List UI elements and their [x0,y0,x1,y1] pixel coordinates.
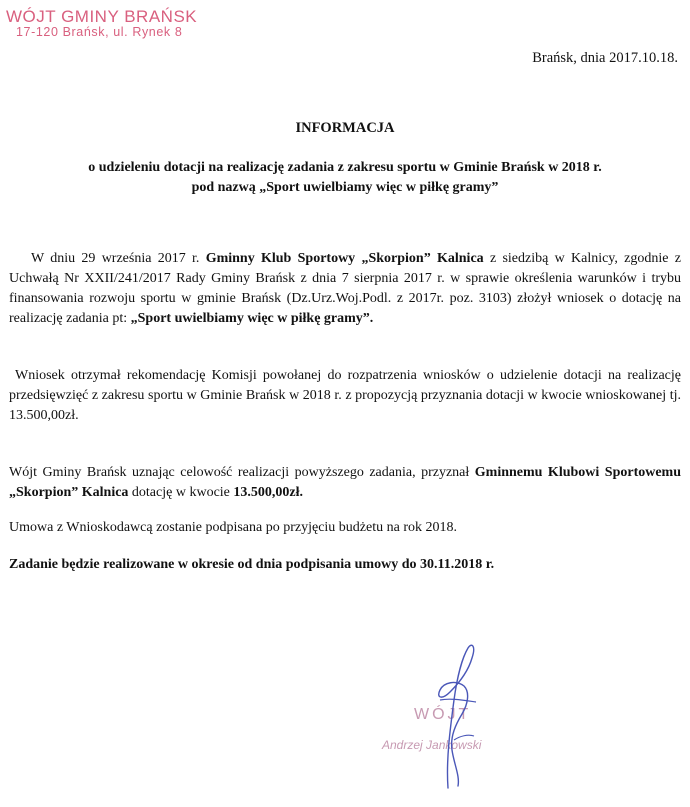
document-date: Brańsk, dnia 2017.10.18. [532,50,678,66]
document-heading: INFORMACJA [295,120,395,136]
p1-club-name: Gminny Klub Sportowy „Skorpion” Kalnica [205,251,484,266]
handwritten-signature [410,640,500,790]
p1-task-name: „Sport uwielbiamy więc w piłkę gramy”. [130,311,374,326]
paragraph-contract: Umowa z Wnioskodawcą zostanie podpisana po przyjęciu budżetu na rok 2018. [9,520,457,535]
signature-stamp-name: Andrzej Jankowski [382,738,482,752]
stamp-address: 17-120 Brańsk, ul. Rynek 8 [16,24,183,39]
p1-text-a: W dniu 29 września 2017 r. [31,251,206,266]
p3-club-name: Gminnemu Klubowi Sportowemu „Skorpion” Kalnica [9,465,682,500]
p3-amount: 13.500,00zł. [233,485,303,500]
paragraph-decision [9,463,681,503]
p3-text-a: Wójt Gminy Brańsk uznając celowość realizacji powyższego zadania, przyznał [9,465,475,480]
paragraph-period: Zadanie będzie realizowane w okresie od dnia podpisania umowy do 30.11.2018 r. [9,557,495,572]
p1-text-c: z siedzibą w Kalnicy, zgodnie z Uchwałą Nr XXII/241/2017 Rady Gminy Brańsk z dnia 7 sierpnia 2017 r. w sprawie określenia warunków i trybu finansowania rozwoju sportu w gminie Brańsk (Dz.Urz.Woj.Podl. z 2017r. poz. 3103) złożył wniosek o dotację na realizację zadania pt: [9,251,681,326]
paragraph-recommendation: Wniosek otrzymał rekomendację Komisji powołanej do rozpatrzenia wniosków o udzielenie dotacji na realizację przedsięwzięć z zakresu sportu w Gminie Brańsk w 2018 r. z propozycją przyznania dotacji w kwocie wnioskowanej tj. 13.500,00zł. [9,368,681,423]
signature-stamp-title: WÓJT [414,706,472,723]
paragraph-application [9,249,681,329]
subtitle-line-1: o udzieleniu dotacji na realizację zadania z zakresu sportu w Gminie Brańsk w 2018 r. [88,160,602,175]
letterhead-stamp [6,8,197,39]
stamp-title: WÓJT GMINY BRAŃSK [6,7,198,26]
p3-text-c: dotację w kwocie [128,485,234,500]
document-subtitle [0,158,690,198]
subtitle-line-2: pod nazwą „Sport uwielbiamy więc w piłkę gramy” [191,180,499,195]
